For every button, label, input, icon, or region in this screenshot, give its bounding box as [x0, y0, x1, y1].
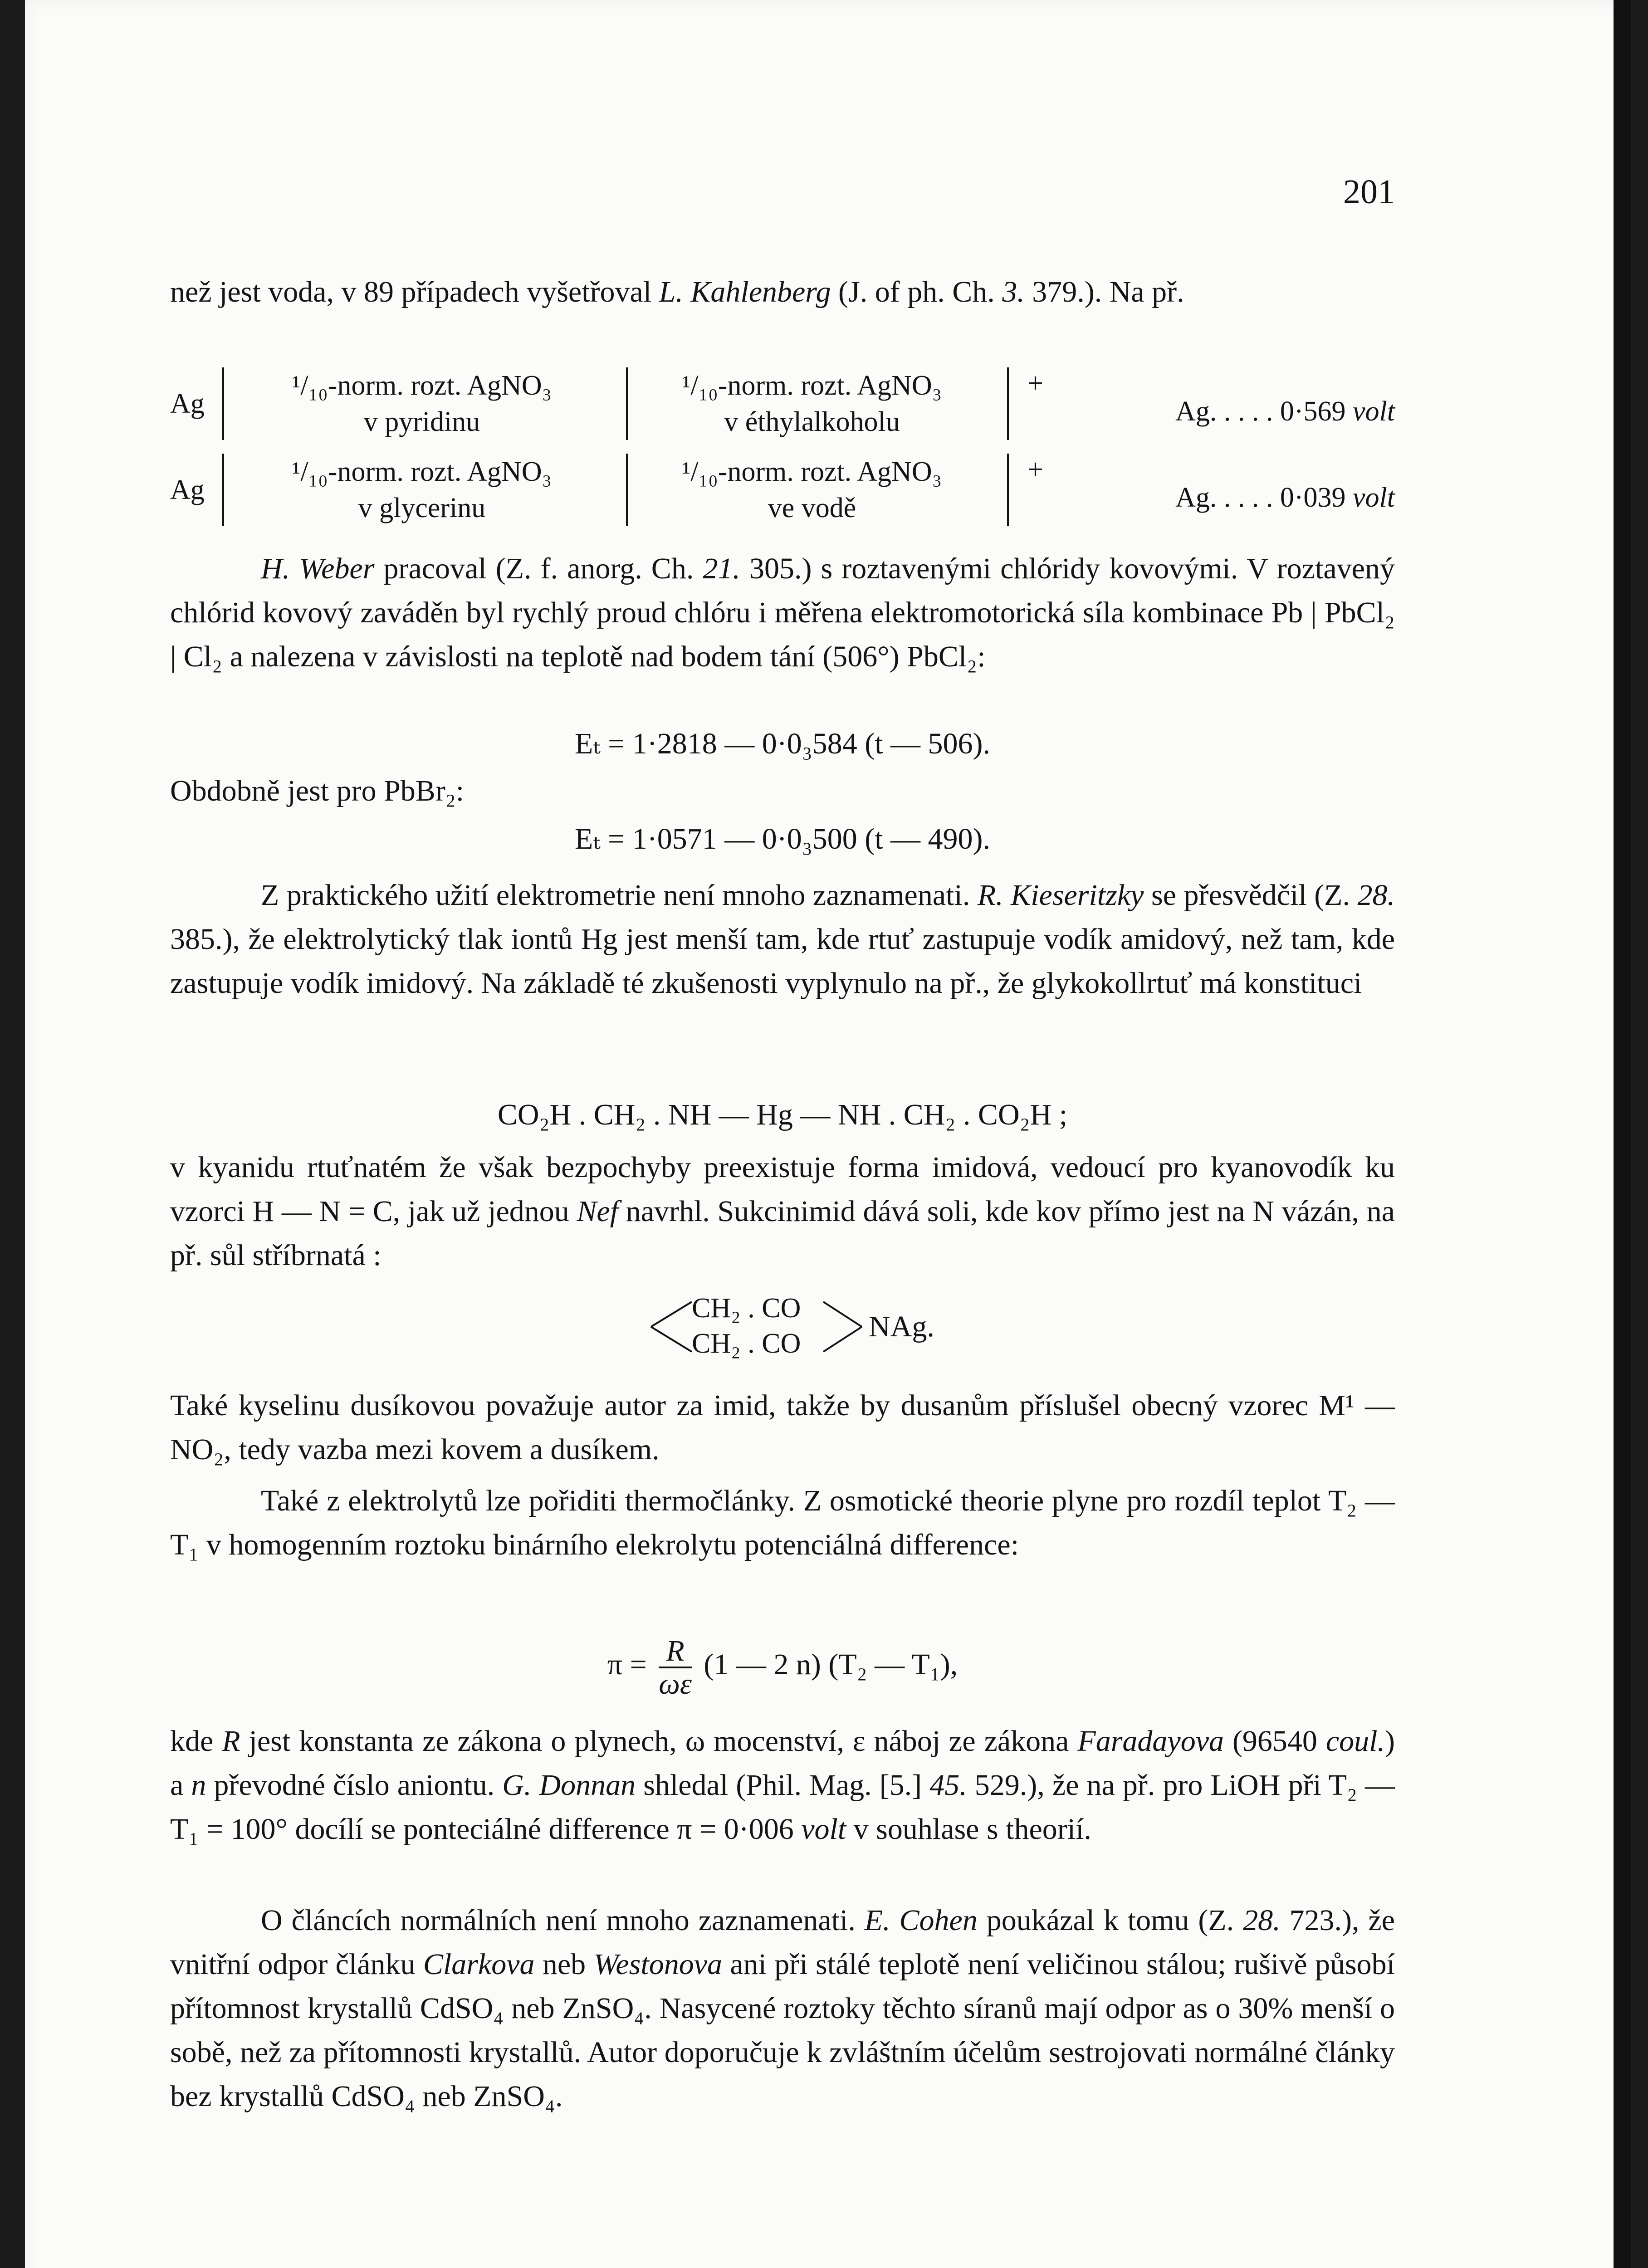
table1-plus: +: [1027, 368, 1043, 399]
p2-text-1: pracoval (Z. f. anorg. Ch.: [374, 552, 703, 585]
formula-left-bracket-lines: [642, 1290, 696, 1363]
paragraph-2: [170, 547, 1395, 679]
p8-text-6: shledal (Phil. Mag. [5.]: [636, 1769, 930, 1802]
formula-glykokollrtut: CO₂H . CH₂ . NH — Hg — NH . CH₂ . CO₂H ;: [497, 1098, 1068, 1131]
p4-text-1: Z praktického užití elektrometrie není mnoho zaznamenati.: [261, 879, 978, 912]
table1-unit: volt: [1353, 396, 1395, 427]
p1-volume: 3.: [1002, 275, 1025, 308]
table2-unit: volt: [1353, 482, 1395, 513]
p8-text-8: v souhlase s theorií.: [846, 1813, 1091, 1846]
table1-col2-top: ¹/₁₀-norm. rozt. AgNO₃: [682, 370, 942, 401]
formula-bottom-group: CH₂ . CO: [692, 1328, 801, 1359]
unit-coul: coul.: [1325, 1725, 1385, 1758]
scanned-page: [25, 0, 1631, 2268]
paragraph-7: Také z elektrolytů lze pořiditi thermočlánky. Z osmotické theorie plyne pro rozdíl teplot T₂ — T₁ v homogenním roztoku binárního elekrolytu potenciálná difference:: [170, 1484, 1395, 1561]
p8-text-3: (96540: [1224, 1725, 1326, 1758]
table2-plus: +: [1027, 454, 1043, 485]
formula-nag: NAg.: [869, 1310, 934, 1343]
formula3-fraction: [659, 1635, 692, 1700]
formula-right-bracket-lines: [819, 1290, 869, 1363]
table2-divider-2: [626, 454, 628, 526]
p8-text-1: kde: [170, 1725, 222, 1758]
formula-succinimide-silver: [170, 1290, 1395, 1363]
p8-text-4: ) a: [170, 1725, 1395, 1802]
table1-col2-bottom: v éthylalkoholu: [724, 406, 900, 437]
paragraph-5: [170, 1145, 1395, 1277]
p8-volume: 45.: [929, 1769, 967, 1802]
p4-text-3: 385.), že elektrolytický tlak iontů Hg jest menší tam, kde rtuť zastupuje vodík amidový, než tam, kde zastupuje vodík imidový. Na základě té zkušenosti vyplynulo na př., že glykokollrtuť má konstituci: [170, 923, 1395, 1000]
author-kahlenberg: L. Kahlenberg: [659, 275, 831, 308]
p2-volume: 21.: [703, 552, 740, 585]
table1-col1: [231, 367, 612, 440]
p1-text-2: (J. of ph. Ch.: [831, 275, 1002, 308]
paragraph-6: Také kyselinu dusíkovou považuje autor za imid, takže by dusanům příslušel obecný vzorec M¹ — NO₂, tedy vazba mezi kovem a dusíkem.: [170, 1389, 1395, 1466]
author-donnan: G. Donnan: [502, 1769, 636, 1802]
table2-result: Ag. . . . . 0·039: [1175, 482, 1346, 513]
author-nef: Nef: [577, 1195, 619, 1228]
p9-text-5: ani při stálé teplotě není veličinou stálou; rušivě působí přítomnost krystallů CdSO₄ neb ZnSO₄. Nasycené roztoky těchto síranů mají odpor as o 30% menší o sobě, než za přítomnosti krystallů. Autor doporučuje k zvláštním účelům sestrojovati normálné články bez krystallů CdSO₄ neb ZnSO₄.: [170, 1948, 1395, 2113]
p8-text-2: jest konstanta ze zákona o plynech, ω mocenství, ε náboj ze zákona: [240, 1725, 1078, 1758]
p4-text-2: se přesvědčil (Z.: [1144, 879, 1358, 912]
table1-col1-bottom: v pyridinu: [363, 406, 480, 437]
paragraph-4: [170, 873, 1395, 1005]
table2-col2: [635, 454, 989, 526]
p8-text-5: převodné číslo aniontu.: [206, 1769, 503, 1802]
table2-divider-3: [1007, 454, 1009, 526]
p1-text-1: než jest voda, v 89 případech vyšetřoval: [170, 275, 659, 308]
p2-text-2: 305.) s roztavenými chlóridy kovovými. V roztavený chlórid kovový zaváděn byl rychlý proud chlóru i měřena elektromotorická síla kombinace Pb | PbCl₂ | Cl₂ a nalezena v závislosti na teplotě nad bodem tání (506°) PbCl₂:: [170, 552, 1395, 673]
name-faraday: Faradayova: [1077, 1725, 1224, 1758]
formula3-lhs: π =: [607, 1648, 647, 1681]
author-kieseritzky: R. Kieseritzky: [977, 879, 1144, 912]
p8-symbol-r: R: [222, 1725, 240, 1758]
equation-2: Eₜ = 1·0571 — 0·0₃500 (t — 490).: [574, 822, 991, 855]
table2-ag-left: Ag: [170, 474, 205, 505]
measurement-table-1: [170, 367, 1395, 445]
p9-text-4: neb: [534, 1948, 594, 1981]
p4-volume: 28.: [1357, 879, 1395, 912]
p1-text-3: 379.). Na př.: [1024, 275, 1184, 308]
table2-col1-bottom: v glycerinu: [358, 493, 486, 523]
table1-col1-top: ¹/₁₀-norm. rozt. AgNO₃: [292, 370, 552, 401]
p8-symbol-n: n: [191, 1769, 206, 1802]
formula3-numerator: R: [659, 1635, 692, 1668]
paragraph-3: Obdobně jest pro PbBr₂:: [170, 774, 465, 807]
table2-col1: [231, 454, 612, 526]
table1-col2: [635, 367, 989, 440]
paragraph-9: [170, 1898, 1395, 2118]
page-number: 201: [1343, 173, 1395, 211]
measurement-table-2: [170, 454, 1395, 531]
p8-text-7: 529.), že na př. pro LiOH při T₂ — T₁ = 100° docílí se ponteciálné difference π = 0·006: [170, 1769, 1395, 1846]
equation-1: Eₜ = 1·2818 — 0·0₃584 (t — 506).: [574, 727, 991, 760]
paragraph-1: [170, 270, 1395, 314]
page-edge-shadow: [1614, 0, 1631, 2268]
author-cohen: E. Cohen: [864, 1904, 978, 1937]
table2-col2-top: ¹/₁₀-norm. rozt. AgNO₃: [682, 456, 942, 487]
unit-volt: volt: [801, 1813, 846, 1846]
formula-potential-difference: [170, 1619, 1395, 1710]
table2-divider-1: [222, 454, 224, 526]
p5-text-2: navrhl. Sukcinimid dává soli, kde kov přímo jest na N vázán, na př. sůl stříbrnatá :: [170, 1195, 1395, 1272]
table1-divider-3: [1007, 367, 1009, 440]
formula3-denominator: ωε: [659, 1667, 692, 1701]
formula-top-group: CH₂ . CO: [692, 1293, 801, 1324]
table1-result: Ag. . . . . 0·569: [1175, 396, 1346, 427]
name-weston: Westonova: [593, 1948, 723, 1981]
table2-col1-top: ¹/₁₀-norm. rozt. AgNO₃: [292, 456, 552, 487]
p9-volume: 28.: [1243, 1904, 1281, 1937]
name-clark: Clarkova: [423, 1948, 535, 1981]
table2-col2-bottom: ve vodě: [768, 493, 856, 523]
author-weber: H. Weber: [261, 552, 375, 585]
table1-ag-left: Ag: [170, 388, 205, 419]
p5-text-1: v kyanidu rtuťnatém že však bezpochyby preexistuje forma imidová, vedoucí pro kyanovodík ku vzorci H — N = C, jak už jednou: [170, 1151, 1395, 1228]
formula3-rhs: (1 — 2 n) (T₂ — T₁),: [704, 1648, 958, 1681]
table1-divider-2: [626, 367, 628, 440]
p9-text-2: poukázal k tomu (Z.: [977, 1904, 1243, 1937]
p9-text-1: O článcích normálních není mnoho zaznamenati.: [261, 1904, 865, 1937]
p9-text-3: 723.), že vnitřní odpor článku: [170, 1904, 1395, 1981]
table1-divider-1: [222, 367, 224, 440]
page-content: [170, 0, 1395, 2268]
paragraph-8: [170, 1719, 1395, 1851]
